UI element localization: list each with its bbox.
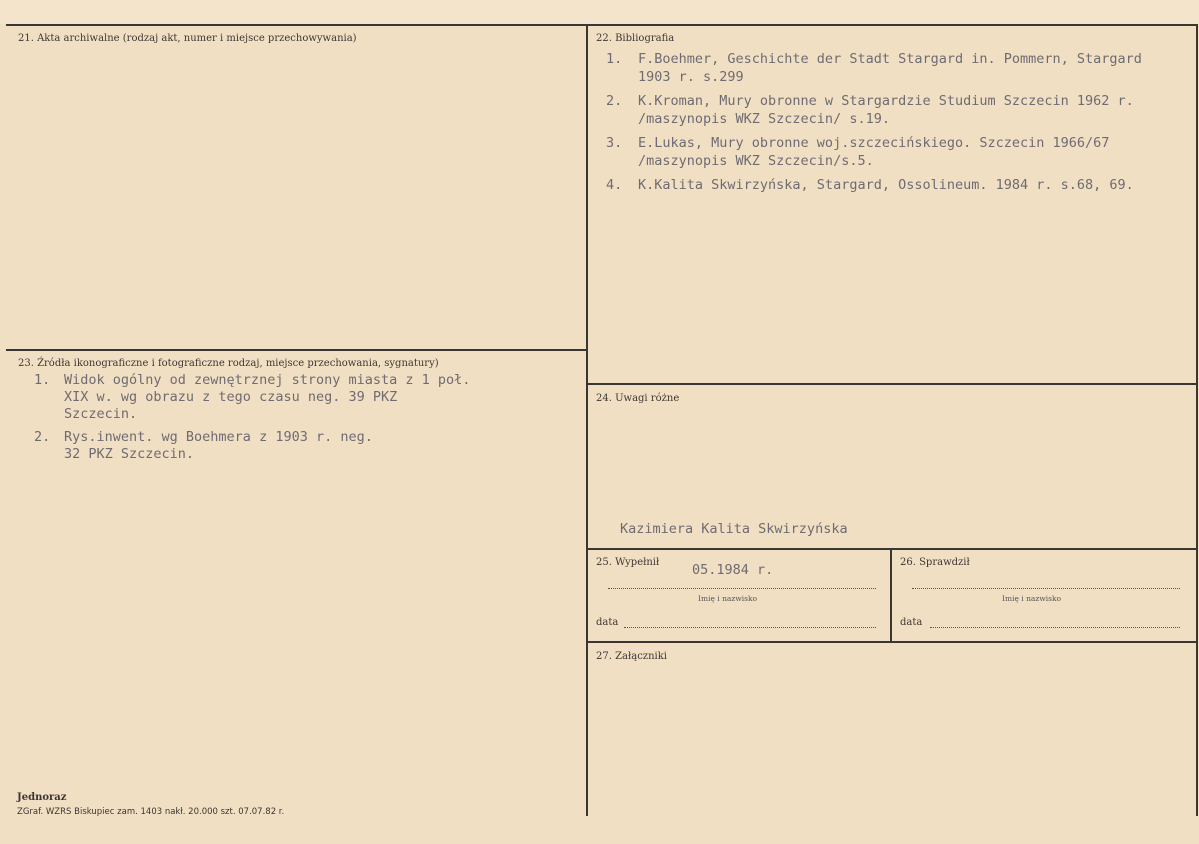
column-divider — [586, 24, 588, 816]
section-24-label: 24. Uwagi różne — [596, 393, 680, 404]
filled-name-caption: Imię i nazwisko — [698, 594, 758, 603]
divider-25-26 — [890, 548, 892, 643]
divider-25-27 — [588, 641, 1196, 643]
card-top-edge — [0, 0, 1199, 24]
section-21-label: 21. Akta archiwalne (rodzaj akt, numer i miejsce przechowywania) — [18, 33, 357, 44]
item-text: E.Lukas, Mury obronne woj.szczecińskiego. Szczecin 1966/67 /maszynopis WKZ Szczecin/s.5. — [638, 135, 1110, 169]
section-25-label: 25. Wypełnił — [596, 557, 660, 568]
item-text: K.Kroman, Mury obronne w Stargardzie Studium Szczecin 1962 r. /maszynopis WKZ Szczecin/ s.19. — [638, 93, 1134, 127]
item-text: Rys.inwent. wg Boehmera z 1903 r. neg. 32 PKZ Szczecin. — [64, 429, 373, 462]
filled-name-line — [608, 588, 876, 589]
filled-date-value: 05.1984 r. — [692, 562, 774, 578]
form-footer-title: Jednoraz — [17, 792, 67, 803]
checked-date-line — [930, 627, 1180, 628]
checked-name-caption: Imię i nazwisko — [1002, 594, 1062, 603]
item-text: Widok ogólny od zewnętrznej strony miasta z 1 poł. XIX w. wg obrazu z tego czasu neg. 39 PKZ Szczecin. — [64, 372, 471, 422]
remarks-author: Kazimiera Kalita Skwirzyńska — [620, 521, 848, 537]
item-number: 3. — [606, 135, 623, 151]
divider-21-23 — [6, 349, 588, 351]
section-26-label: 26. Sprawdził — [900, 557, 970, 568]
source-item — [34, 429, 554, 463]
bibliography-list — [606, 50, 1176, 200]
section-27-label: 27. Załączniki — [596, 651, 667, 662]
item-number: 2. — [34, 429, 51, 445]
item-text: K.Kalita Skwirzyńska, Stargard, Ossolineum. 1984 r. s.68, 69. — [638, 177, 1134, 193]
section-23-label: 23. Źródła ikonograficzne i fotograficzne rodzaj, miejsce przechowania, sygnatury) — [18, 358, 439, 369]
divider-24-25 — [588, 548, 1196, 550]
sources-list — [34, 372, 554, 469]
bibliography-item — [606, 176, 1176, 194]
divider-22-24 — [588, 383, 1196, 385]
item-text: F.Boehmer, Geschichte der Stadt Stargard in. Pommern, Stargard 1903 r. s.299 — [638, 51, 1142, 85]
bibliography-item — [606, 50, 1176, 86]
item-number: 4. — [606, 177, 623, 193]
checked-date-label: data — [900, 617, 923, 628]
source-item — [34, 372, 554, 423]
bibliography-item — [606, 92, 1176, 128]
checked-name-line — [912, 588, 1180, 589]
print-info: ZGraf. WZRS Biskupiec zam. 1403 nakł. 20.000 szt. 07.07.82 r. — [17, 807, 285, 817]
item-number: 1. — [34, 372, 51, 388]
filled-date-label: data — [596, 617, 619, 628]
section-22-label: 22. Bibliografia — [596, 33, 675, 44]
item-number: 2. — [606, 93, 623, 109]
filled-date-line — [624, 627, 876, 628]
item-number: 1. — [606, 51, 623, 67]
bibliography-item — [606, 134, 1176, 170]
